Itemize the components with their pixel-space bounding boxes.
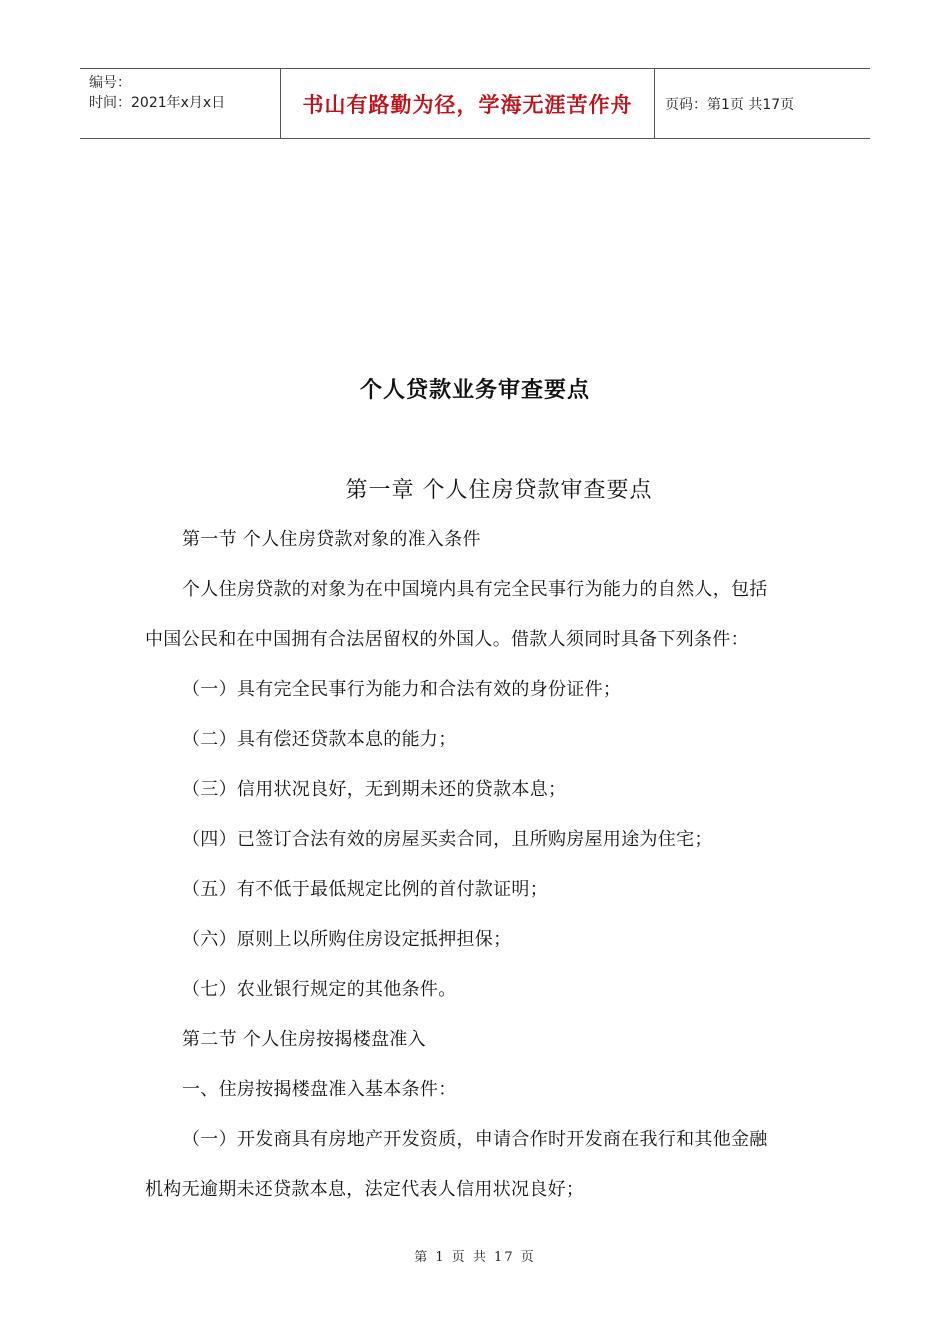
list-item: （一）开发商具有房地产开发资质，申请合作时开发商在我行和其他金融: [182, 1129, 768, 1150]
list-item: （六）原则上以所购住房设定抵押担保；: [182, 929, 512, 950]
header-motto: 书山有路勤为径，学海无涯苦作舟: [302, 91, 633, 117]
header-page-cell: [655, 69, 870, 138]
header-page-info: 页码：第1页 共17页: [665, 96, 795, 113]
page-header: [80, 68, 870, 139]
list-item: （二）具有偿还贷款本息的能力；: [182, 729, 457, 750]
chapter-title: 第一章 个人住房贷款审查要点: [345, 478, 653, 503]
list-item: （四）已签订合法有效的房屋买卖合同，且所购房屋用途为住宅；: [182, 829, 713, 850]
section-heading: 第一节 个人住房贷款对象的准入条件: [182, 529, 481, 550]
list-item: （三）信用状况良好，无到期未还的贷款本息；: [182, 779, 567, 800]
subsection-heading: 一、住房按揭楼盘准入基本条件：: [182, 1079, 457, 1100]
section-heading: 第二节 个人住房按揭楼盘准入: [182, 1029, 426, 1050]
document-time-label: 时间：2021年x月x日: [89, 95, 226, 111]
paragraph-line: 机构无逾期未还贷款本息，法定代表人信用状况良好；: [145, 1179, 585, 1200]
document-number-label: 编号：: [89, 75, 131, 91]
header-meta-cell: [80, 69, 281, 138]
paragraph-line: 个人住房贷款的对象为在中国境内具有完全民事行为能力的自然人，包括: [182, 579, 768, 600]
paragraph-line: 中国公民和在中国拥有合法居留权的外国人。借款人须同时具备下列条件：: [145, 629, 749, 650]
document-title: 个人贷款业务审查要点: [359, 378, 590, 403]
header-motto-cell: [281, 69, 655, 138]
page-footer: 第 1 页 共 17 页: [414, 1250, 536, 1265]
list-item: （七）农业银行规定的其他条件。: [182, 979, 457, 1000]
list-item: （五）有不低于最低规定比例的首付款证明；: [182, 879, 548, 900]
list-item: （一）具有完全民事行为能力和合法有效的身份证件；: [182, 679, 622, 700]
